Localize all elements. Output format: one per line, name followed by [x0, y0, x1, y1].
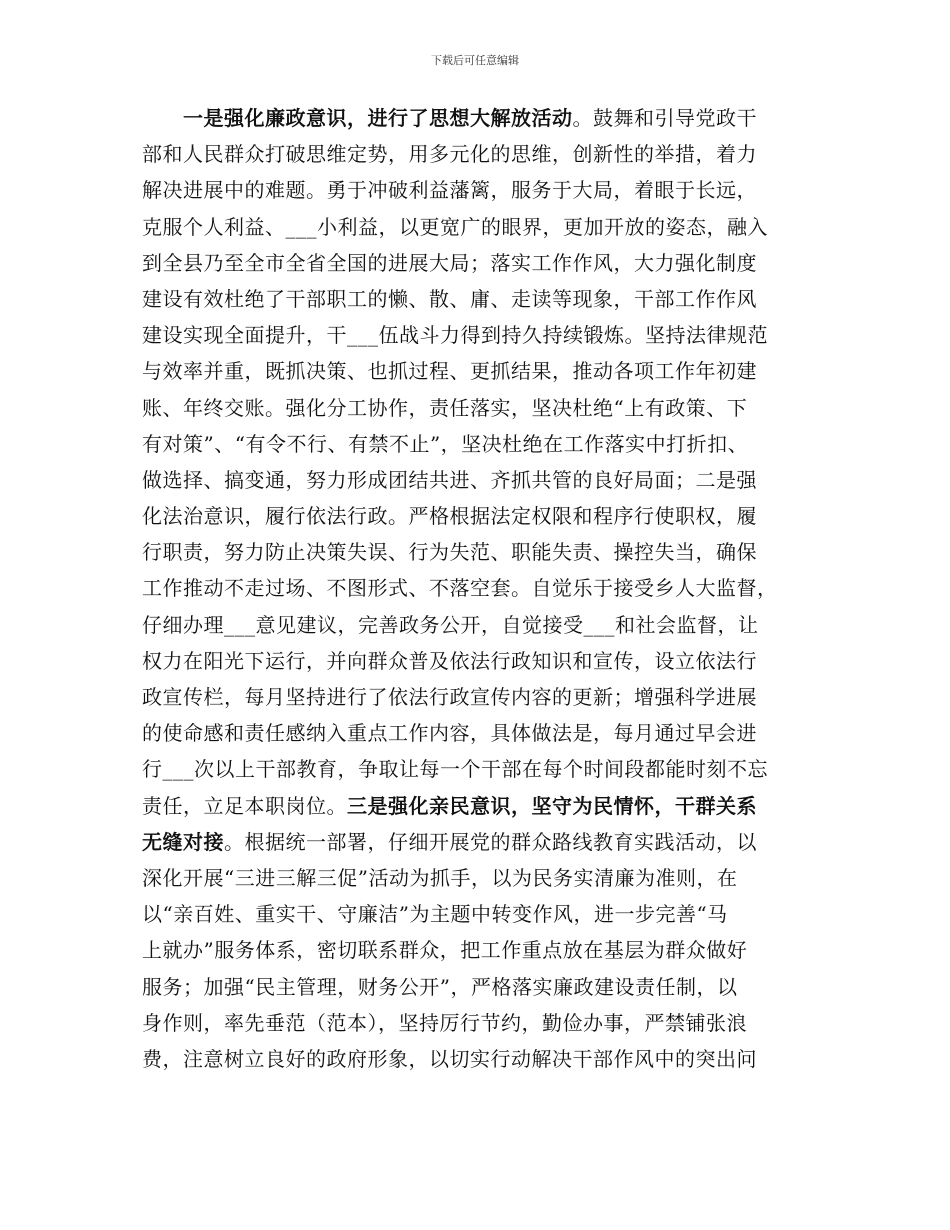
text-line [142, 353, 822, 389]
text-segment: 克服个人利益、___小利益，以更宽广的眼界，更加开放的姿态，融入 [142, 214, 768, 239]
bold-text-segment: 无缝对接 [142, 829, 224, 854]
text-line [142, 100, 822, 136]
text-line [142, 679, 822, 715]
text-segment: 行___次以上干部教育，争取让每一个干部在每个时间段都能时刻不忘 [142, 757, 768, 782]
text-segment: 权力在阳光下运行，并向群众普及依法行政知识和宣传，设立依法行 [142, 648, 757, 673]
text-segment: 身作则，率先垂范（范本），坚持厉行节约，勤俭办事，严禁铺张浪 [142, 1010, 747, 1035]
text-line [142, 209, 822, 245]
text-segment: 建设有效杜绝了干部职工的懒、散、庸、走读等现象，干部工作作风 [142, 286, 757, 311]
text-segment: 账、年终交账。强化分工协作，责任落实，坚决杜绝“上有政策、下 [142, 395, 748, 420]
document-body [142, 100, 822, 1077]
bold-text-segment: 一是强化廉政意识，进行了思想大解放活动 [183, 106, 573, 130]
text-line [142, 969, 822, 1005]
text-segment: 解决进展中的难题。勇于冲破利益藩篱，服务于大局，着眼于长远， [142, 178, 757, 203]
text-segment: 与效率并重，既抓决策、也抓过程、更抓结果，推动各项工作年初建 [142, 359, 757, 384]
text-segment: 化法治意识，履行依法行政。严格根据法定权限和程序行使职权，履 [142, 504, 757, 529]
text-line [142, 932, 822, 968]
text-line [142, 896, 822, 932]
text-line [142, 860, 822, 896]
text-line [142, 1005, 822, 1041]
text-segment: 仔细办理___意见建议，完善政务公开，自觉接受___和社会监督，让 [142, 612, 759, 637]
text-segment: 有对策”、“有令不行、有禁不止”，坚决杜绝在工作落实中打折扣、 [142, 431, 749, 456]
text-line [142, 136, 822, 172]
text-line [142, 824, 822, 860]
text-segment: 工作推动不走过场、不图形式、不落空套。自觉乐于接受乡人大监督， [142, 576, 778, 601]
text-segment: 。根据统一部署，仔细开展党的群众路线教育实践活动，以 [224, 829, 757, 854]
text-line [142, 1041, 822, 1077]
text-line [142, 426, 822, 462]
text-line [142, 245, 822, 281]
text-segment: 责任，立足本职岗位。 [142, 793, 347, 818]
text-line [142, 751, 822, 787]
text-line [142, 607, 822, 643]
text-segment: 行职责，努力防止决策失误、行为失范、职能失责、操控失当，确保 [142, 540, 757, 565]
page-header-note: 下载后可任意编辑 [431, 54, 519, 67]
text-segment: 费，注意树立良好的政府形象，以切实行动解决干部作风中的突出问 [142, 1046, 757, 1071]
text-segment: 服务；加强“民主管理，财务公开”，严格落实廉政建设责任制，以 [142, 974, 738, 999]
text-segment: 。鼓舞和引导党政干 [572, 106, 757, 130]
text-segment: 的使命感和责任感纳入重点工作内容，具体做法是，每月通过早会进 [142, 721, 757, 746]
text-segment: 深化开展“三进三解三促”活动为抓手，以为民务实清廉为准则，在 [142, 865, 738, 890]
text-line [142, 172, 822, 208]
text-segment: 以“亲百姓、重实干、守廉洁”为主题中转变作风，进一步完善“马 [142, 902, 728, 927]
text-line [142, 643, 822, 679]
text-segment: 做选择、搞变通，努力形成团结共进、齐抓共管的良好局面；二是强 [142, 467, 757, 492]
text-line [142, 788, 822, 824]
text-line [142, 570, 822, 606]
text-line [142, 390, 822, 426]
text-segment: 到全县乃至全市全省全国的进展大局；落实工作作风，大力强化制度 [142, 250, 757, 275]
text-line [142, 498, 822, 534]
text-segment: 建设实现全面提升，干___伍战斗力得到持久持续锻炼。坚持法律规范 [142, 323, 768, 348]
text-segment: 部和人民群众打破思维定势，用多元化的思维，创新性的举措，着力 [142, 142, 757, 167]
text-line [142, 462, 822, 498]
text-segment: 政宣传栏，每月坚持进行了依法行政宣传内容的更新；增强科学进展 [142, 685, 757, 709]
bold-text-segment: 三是强化亲民意识，坚守为民情怀，干群关系 [347, 793, 757, 818]
text-line [142, 281, 822, 317]
text-line [142, 715, 822, 751]
text-line [142, 317, 822, 353]
text-line [142, 534, 822, 570]
text-segment: 上就办”服务体系，密切联系群众，把工作重点放在基层为群众做好 [142, 938, 748, 963]
